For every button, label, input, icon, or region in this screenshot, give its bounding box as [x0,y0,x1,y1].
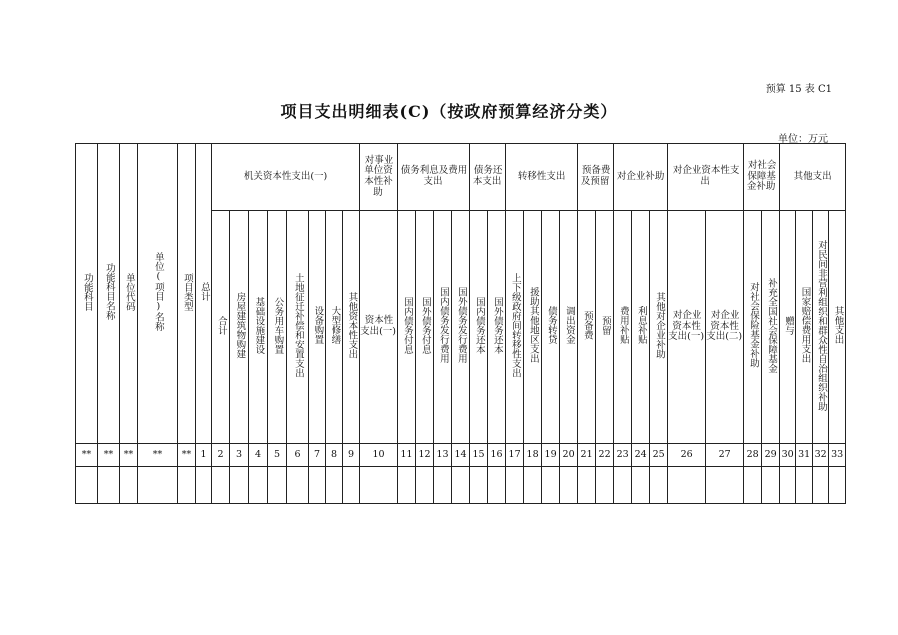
data-cell[interactable] [813,467,829,504]
header-c29: 补充全国社会保障基金 [762,211,780,444]
header-c13: 国内债务发行费用 [434,211,452,444]
number-cell: ** [76,444,98,467]
number-cell: ** [138,444,178,467]
data-cell[interactable] [120,467,138,504]
number-cell: 2 [212,444,230,467]
data-cell[interactable] [632,467,650,504]
header-c24: 利息补贴 [632,211,650,444]
number-cell: 28 [744,444,762,467]
group-public-institution-capital: 对事业单位资本性补助 [360,144,398,211]
group-other: 其他支出 [780,144,846,211]
number-cell: 25 [650,444,668,467]
data-cell[interactable] [524,467,542,504]
data-cell[interactable] [230,467,249,504]
number-cell: 7 [309,444,326,467]
data-cell[interactable] [98,467,120,504]
data-cell[interactable] [434,467,452,504]
header-c3: 房屋建筑物购建 [230,211,249,444]
number-cell: 4 [249,444,268,467]
data-cell[interactable] [668,467,706,504]
header-c18: 援助其他地区支出 [524,211,542,444]
data-cell[interactable] [416,467,434,504]
number-cell: 19 [542,444,560,467]
group-social-security: 对社会保障基金补助 [744,144,780,211]
number-cell: 12 [416,444,434,467]
number-cell: 16 [488,444,506,467]
header-c14: 国外债务发行费用 [452,211,470,444]
header-c16: 国外债务还本 [488,211,506,444]
number-cell: ** [178,444,196,467]
header-c9: 其他资本性支出 [343,211,360,444]
group-debt-principal: 债务还本支出 [470,144,506,211]
data-cell[interactable] [178,467,196,504]
number-cell: ** [98,444,120,467]
header-total: 总计 [196,144,212,444]
data-cell[interactable] [780,467,796,504]
number-cell: 30 [780,444,796,467]
form-code: 预算 15 表 C1 [765,84,832,95]
data-cell[interactable] [796,467,813,504]
header-c23: 费用补贴 [614,211,632,444]
number-cell: 15 [470,444,488,467]
data-cell[interactable] [212,467,230,504]
number-cell: 17 [506,444,524,467]
unit-label: 单位：万元 [778,134,828,145]
data-cell[interactable] [360,467,398,504]
number-cell: 29 [762,444,780,467]
number-cell: 31 [796,444,813,467]
data-cell[interactable] [309,467,326,504]
number-cell: 1 [196,444,212,467]
data-cell[interactable] [542,467,560,504]
header-c10: 资本性支出(一) [360,211,398,444]
data-cell[interactable] [470,467,488,504]
data-cell[interactable] [506,467,524,504]
data-cell[interactable] [398,467,416,504]
number-cell: 13 [434,444,452,467]
header-c5: 公务用车购置 [268,211,287,444]
header-c4: 基础设施建设 [249,211,268,444]
header-unit-code: 单位代码 [120,144,138,444]
header-c8: 大型修缮 [326,211,343,444]
number-cell: 21 [578,444,596,467]
number-cell: 24 [632,444,650,467]
number-cell: 14 [452,444,470,467]
header-c28: 对社会保险基金补助 [744,211,762,444]
data-cell[interactable] [762,467,780,504]
header-function-subject: 功能科目 [76,144,98,444]
data-cell[interactable] [596,467,614,504]
data-cell[interactable] [76,467,98,504]
number-cell: 11 [398,444,416,467]
number-cell: 6 [287,444,309,467]
number-row [76,444,846,467]
data-cell[interactable] [578,467,596,504]
number-cell: 20 [560,444,578,467]
header-c11: 国内债务付息 [398,211,416,444]
header-c6: 土地征迁补偿和安置支出 [287,211,309,444]
data-cell[interactable] [744,467,762,504]
data-cell[interactable] [343,467,360,504]
header-c31: 国家赔偿费用支出 [796,211,813,444]
number-cell: 5 [268,444,287,467]
number-cell: 8 [326,444,343,467]
header-c22: 预留 [596,211,614,444]
group-reserve: 预备费及预留 [578,144,614,211]
data-cell[interactable] [196,467,212,504]
header-c17: 上下级政府间转移性支出 [506,211,524,444]
header-c12: 国外债务付息 [416,211,434,444]
header-row-groups [76,144,846,211]
data-row [76,467,846,504]
number-cell: 32 [813,444,829,467]
number-cell: ** [120,444,138,467]
header-c27: 对企业资本性支出(二) [706,211,744,444]
header-c32: 对民间非营利组织和群众性自治组织补助 [813,211,829,444]
header-c15: 国内债务还本 [470,211,488,444]
group-enterprise-subsidy: 对企业补助 [614,144,668,211]
data-cell[interactable] [326,467,343,504]
expenditure-table [75,143,846,504]
number-cell: 3 [230,444,249,467]
header-c30: 赠与 [780,211,796,444]
number-cell: 27 [706,444,744,467]
data-cell[interactable] [614,467,632,504]
data-cell[interactable] [138,467,178,504]
header-c26: 对企业资本性支出(一) [668,211,706,444]
header-c20: 调出资金 [560,211,578,444]
header-unit-name: 单位(项目)名称 [138,144,178,444]
page-title: 项目支出明细表(C)（按政府预算经济分类） [280,102,618,121]
header-c33: 其他支出 [829,211,846,444]
number-cell: 33 [829,444,846,467]
data-cell[interactable] [829,467,846,504]
data-cell[interactable] [650,467,668,504]
group-enterprise-capital: 对企业资本性支出 [668,144,744,211]
header-c25: 其他对企业补助 [650,211,668,444]
data-cell[interactable] [268,467,287,504]
data-cell[interactable] [452,467,470,504]
data-cell[interactable] [488,467,506,504]
header-c2: 合计 [212,211,230,444]
group-debt-interest: 债务利息及费用支出 [398,144,470,211]
header-c7: 设备购置 [309,211,326,444]
header-c19: 债务转贷 [542,211,560,444]
header-c21: 预备费 [578,211,596,444]
data-cell[interactable] [560,467,578,504]
data-cell[interactable] [706,467,744,504]
number-cell: 18 [524,444,542,467]
number-cell: 9 [343,444,360,467]
header-project-type: 项目类型 [178,144,196,444]
number-cell: 22 [596,444,614,467]
group-capital-expenditure: 机关资本性支出(一) [212,144,360,211]
data-cell[interactable] [249,467,268,504]
number-cell: 26 [668,444,706,467]
header-function-subject-name: 功能科目名称 [98,144,120,444]
data-cell[interactable] [287,467,309,504]
group-transfer: 转移性支出 [506,144,578,211]
number-cell: 23 [614,444,632,467]
number-cell: 10 [360,444,398,467]
